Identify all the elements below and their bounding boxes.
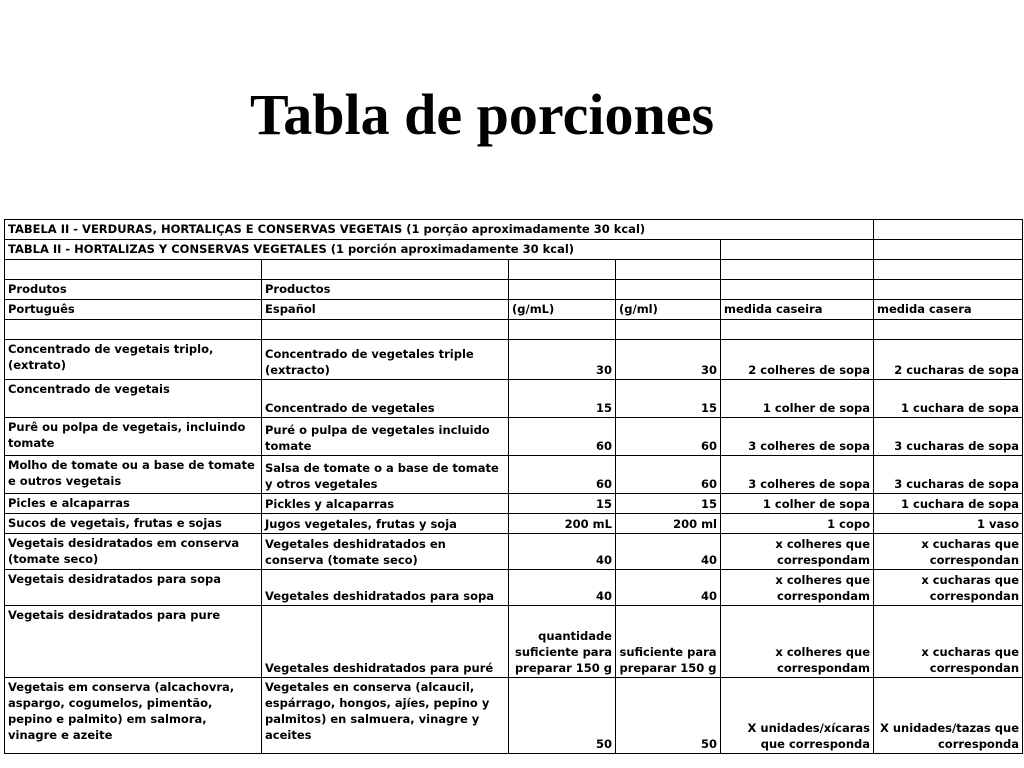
- empty-cell: [509, 280, 616, 300]
- product-es: Pickles y alcaparras: [262, 494, 509, 514]
- table-title-pt: TABELA II - VERDURAS, HORTALIÇAS E CONSERVAS VEGETAIS (1 porção aproximadamente 30 kcal): [5, 220, 874, 240]
- grams-es: 60: [616, 418, 721, 456]
- product-es: Jugos vegetales, frutas y soja: [262, 514, 509, 534]
- table-row: [5, 570, 1023, 606]
- product-pt: Purê ou polpa de vegetais, incluindo tomate: [5, 418, 262, 456]
- empty-cell: [262, 320, 509, 340]
- grams-es: suficiente para preparar 150 g: [616, 606, 721, 678]
- empty-cell: [721, 280, 874, 300]
- empty-cell: [874, 220, 1023, 240]
- product-es: Concentrado de vegetales: [262, 380, 509, 418]
- product-es: Vegetales deshidratados para sopa: [262, 570, 509, 606]
- column-header-row-1: [5, 280, 1023, 300]
- grams-pt: 200 mL: [509, 514, 616, 534]
- table-row: [5, 606, 1023, 678]
- portion-table: [4, 219, 1023, 754]
- col-header-gml-pt: (g/mL): [509, 300, 616, 320]
- product-pt: Molho de tomate ou a base de tomate e outros vegetais: [5, 456, 262, 494]
- empty-cell: [721, 240, 874, 260]
- empty-cell: [874, 280, 1023, 300]
- product-pt: Vegetais desidratados para sopa: [5, 570, 262, 606]
- grams-pt: 30: [509, 340, 616, 380]
- measure-es: x cucharas que correspondan: [874, 606, 1023, 678]
- product-pt: Vegetais desidratados em conserva (tomate seco): [5, 534, 262, 570]
- measure-pt: 2 colheres de sopa: [721, 340, 874, 380]
- product-pt: Sucos de vegetais, frutas e sojas: [5, 514, 262, 534]
- grams-pt: 15: [509, 380, 616, 418]
- measure-es: 2 cucharas de sopa: [874, 340, 1023, 380]
- col-header-medida-pt: medida caseira: [721, 300, 874, 320]
- table-row: [5, 418, 1023, 456]
- measure-es: x cucharas que correspondan: [874, 534, 1023, 570]
- table-row: [5, 494, 1023, 514]
- grams-es: 30: [616, 340, 721, 380]
- table-header-row-es: [5, 240, 1023, 260]
- grams-pt: 60: [509, 456, 616, 494]
- grams-es: 40: [616, 570, 721, 606]
- empty-cell: [874, 240, 1023, 260]
- product-es: Vegetales deshidratados para puré: [262, 606, 509, 678]
- col-header-portugues: Português: [5, 300, 262, 320]
- table-title-es: TABLA II - HORTALIZAS Y CONSERVAS VEGETALES (1 porción aproximadamente 30 kcal): [5, 240, 721, 260]
- col-header-espanol: Español: [262, 300, 509, 320]
- empty-cell: [5, 320, 262, 340]
- measure-es: X unidades/tazas que corresponda: [874, 678, 1023, 754]
- empty-cell: [262, 260, 509, 280]
- grams-pt: 60: [509, 418, 616, 456]
- measure-es: 1 vaso: [874, 514, 1023, 534]
- product-es: Salsa de tomate o a base de tomate y otros vegetales: [262, 456, 509, 494]
- grams-es: 200 ml: [616, 514, 721, 534]
- table-row: [5, 380, 1023, 418]
- empty-cell: [616, 280, 721, 300]
- table-row: [5, 534, 1023, 570]
- measure-pt: X unidades/xícaras que corresponda: [721, 678, 874, 754]
- grams-es: 15: [616, 494, 721, 514]
- empty-cell: [5, 260, 262, 280]
- product-es: Puré o pulpa de vegetales incluido tomate: [262, 418, 509, 456]
- spacer-row: [5, 320, 1023, 340]
- product-es: Vegetales deshidratados en conserva (tomate seco): [262, 534, 509, 570]
- measure-pt: 1 colher de sopa: [721, 380, 874, 418]
- grams-pt: quantidade suficiente para preparar 150 g: [509, 606, 616, 678]
- spacer-row: [5, 260, 1023, 280]
- empty-cell: [509, 260, 616, 280]
- table-row: [5, 678, 1023, 754]
- grams-pt: 40: [509, 534, 616, 570]
- table-row: [5, 514, 1023, 534]
- grams-es: 50: [616, 678, 721, 754]
- col-header-gml-es: (g/ml): [616, 300, 721, 320]
- measure-pt: x colheres que correspondam: [721, 570, 874, 606]
- grams-pt: 50: [509, 678, 616, 754]
- measure-es: x cucharas que correspondan: [874, 570, 1023, 606]
- product-pt: Concentrado de vegetais: [5, 380, 262, 418]
- empty-cell: [616, 260, 721, 280]
- product-pt: Vegetais em conserva (alcachovra, aspargo, cogumelos, pimentão, pepino e palmito) em salmora, vinagre e azeite: [5, 678, 262, 754]
- grams-pt: 40: [509, 570, 616, 606]
- measure-pt: x colheres que correspondam: [721, 534, 874, 570]
- grams-es: 40: [616, 534, 721, 570]
- measure-pt: 1 colher de sopa: [721, 494, 874, 514]
- measure-pt: 1 copo: [721, 514, 874, 534]
- measure-pt: x colheres que correspondam: [721, 606, 874, 678]
- table-row: [5, 456, 1023, 494]
- col-header-medida-es: medida casera: [874, 300, 1023, 320]
- grams-es: 15: [616, 380, 721, 418]
- measure-es: 1 cuchara de sopa: [874, 380, 1023, 418]
- empty-cell: [616, 320, 721, 340]
- product-es: Vegetales en conserva (alcaucil, espárrago, hongos, ajíes, pepino y palmitos) en salmuera, vinagre y aceites: [262, 678, 509, 754]
- page-title: Tabla de porciones: [249, 82, 715, 147]
- product-es: Concentrado de vegetales triple (extracto): [262, 340, 509, 380]
- empty-cell: [509, 320, 616, 340]
- grams-es: 60: [616, 456, 721, 494]
- grams-pt: 15: [509, 494, 616, 514]
- col-header-productos: Productos: [262, 280, 509, 300]
- col-header-produtos: Produtos: [5, 280, 262, 300]
- product-pt: Picles e alcaparras: [5, 494, 262, 514]
- product-pt: Vegetais desidratados para pure: [5, 606, 262, 678]
- measure-es: 1 cuchara de sopa: [874, 494, 1023, 514]
- table-header-row-pt: [5, 220, 1023, 240]
- table-row: [5, 340, 1023, 380]
- measure-pt: 3 colheres de sopa: [721, 418, 874, 456]
- measure-pt: 3 colheres de sopa: [721, 456, 874, 494]
- column-header-row-2: [5, 300, 1023, 320]
- measure-es: 3 cucharas de sopa: [874, 456, 1023, 494]
- empty-cell: [721, 320, 874, 340]
- measure-es: 3 cucharas de sopa: [874, 418, 1023, 456]
- empty-cell: [721, 260, 874, 280]
- empty-cell: [874, 320, 1023, 340]
- product-pt: Concentrado de vegetais triplo, (extrato): [5, 340, 262, 380]
- empty-cell: [874, 260, 1023, 280]
